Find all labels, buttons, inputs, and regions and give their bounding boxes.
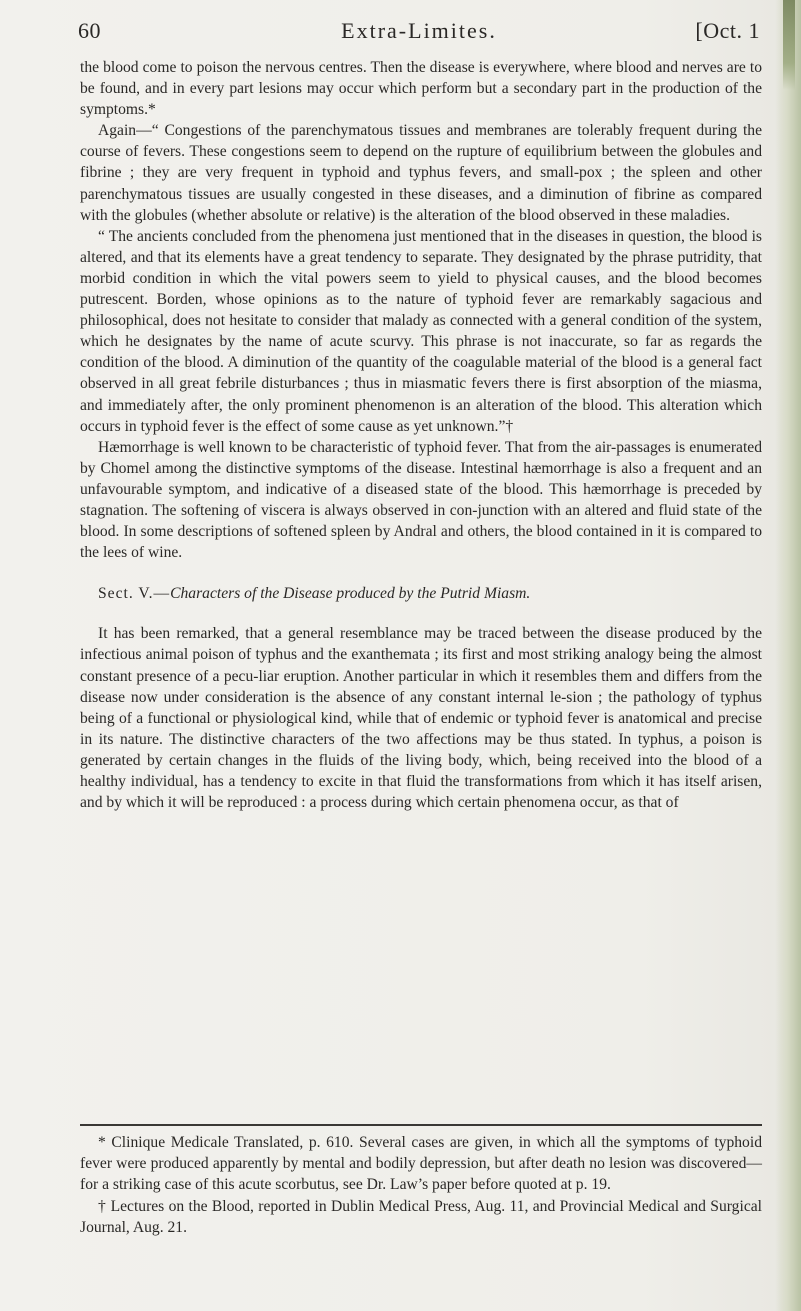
section-title: Characters of the Disease produced by the Putrid Miasm.: [170, 585, 531, 603]
footnotes: [80, 1132, 762, 1238]
page-edge-shadow: [775, 0, 801, 1311]
paragraph-again: Again—“ Congestions of the parenchymatous tissues and membranes are tolerably frequent during the course of fevers. These congestions seem to depend on the rupture of equilibrium between the globules and fibrine ; they are very frequent in typhoid and typhus fevers, and small-pox ; the spleen and other parenchymatous tissues are usually congested in these diseases, and a diminution of fibrine as compared with the globules (whether absolute or relative) is the alteration of the blood observed in these maladies.: [80, 122, 762, 224]
paragraph-section-v: It has been remarked, that a general resemblance may be traced between the disease produced by the infectious animal poison of typhus and the exanthemata ; its first and most striking analogy being the almost constant presence of a pecu-liar eruption. Another particular in which it resembles them and differs from the disease now under consideration is the absence of any constant internal le-sion ; the pathology of typhus being of a functional or physiological kind, while that of endemic or typhoid fever is anatomical and precise in its nature. The distinctive characters of the two affections may be thus stated. In typhus, a poison is generated by certain changes in the fluids of the living body, which, being received into the blood of a healthy individual, has a tendency to excite in that fluid the transformations from which it has itself arisen, and by which it will be reproduced : a process during which certain phenomena occur, as that of: [80, 625, 762, 812]
running-title: Extra-Limites.: [341, 18, 497, 43]
running-header: [78, 12, 760, 48]
section-heading: [80, 583, 762, 604]
page-number: 60: [78, 18, 101, 43]
paragraph-ancients: “ The ancients concluded from the phenomena just mentioned that in the diseases in question, the blood is altered, and that its elements have a great tendency to separate. They designated by the phrase putridity, that morbid condition in which the vital powers seem to yield to physical causes, and the blood becomes putrescent. Borden, whose opinions as to the nature of typhoid fever are remarkably sagacious and philosophical, does not hesitate to consider that malady as connected with a general condition of the system, which he designates by the name of acute scurvy. This phrase is not inaccurate, so far as regards the condition of the blood. A diminution of the quantity of the coagulable material of the blood is a general fact observed in all great febrile disturbances ; thus in miasmatic fevers there is first absorption of the miasma, and immediately after, the only prominent phenomenon is an alteration of the blood. This alteration which occurs in typhoid fever is the effect of some cause as yet unknown.”†: [80, 227, 762, 435]
footnote-asterisk: * Clinique Medicale Translated, p. 610. Several cases are given, in which all the symptoms of typhoid fever were produced apparently by mental and bodily depression, but after death no lesion was discovered—for a striking case of this acute scorbutus, see Dr. Law’s paper before quoted at p. 19.: [80, 1134, 762, 1194]
footnote-dagger: † Lectures on the Blood, reported in Dublin Medical Press, Aug. 11, and Provincial Medical and Surgical Journal, Aug. 21.: [80, 1197, 762, 1236]
paragraph-continuation: the blood come to poison the nervous centres. Then the disease is everywhere, where blood and nerves are to be found, and in every part lesions may occur which perform but a secondary part in the production of the symptoms.*: [80, 59, 762, 119]
section-label: Sect. V.—: [98, 585, 171, 603]
page-edge-stain: [783, 0, 795, 90]
body-text: [80, 57, 762, 813]
paragraph-haemorrhage: Hæmorrhage is well known to be characteristic of typhoid fever. That from the air-passages is enumerated by Chomel among the distinctive symptoms of the disease. Intestinal hæmorrhage is also a frequent and an unfavourable symptom, and indicative of a diseased state of the blood. This hæmorrhage is preceded by stagnation. The softening of viscera is always observed in con-junction with an altered and fluid state of the blood. In some descriptions of softened spleen by Andral and others, the blood contained in it is compared to the lees of wine.: [80, 438, 762, 562]
date-mark: [Oct. 1: [695, 18, 760, 43]
footnote-divider: [80, 1124, 762, 1126]
